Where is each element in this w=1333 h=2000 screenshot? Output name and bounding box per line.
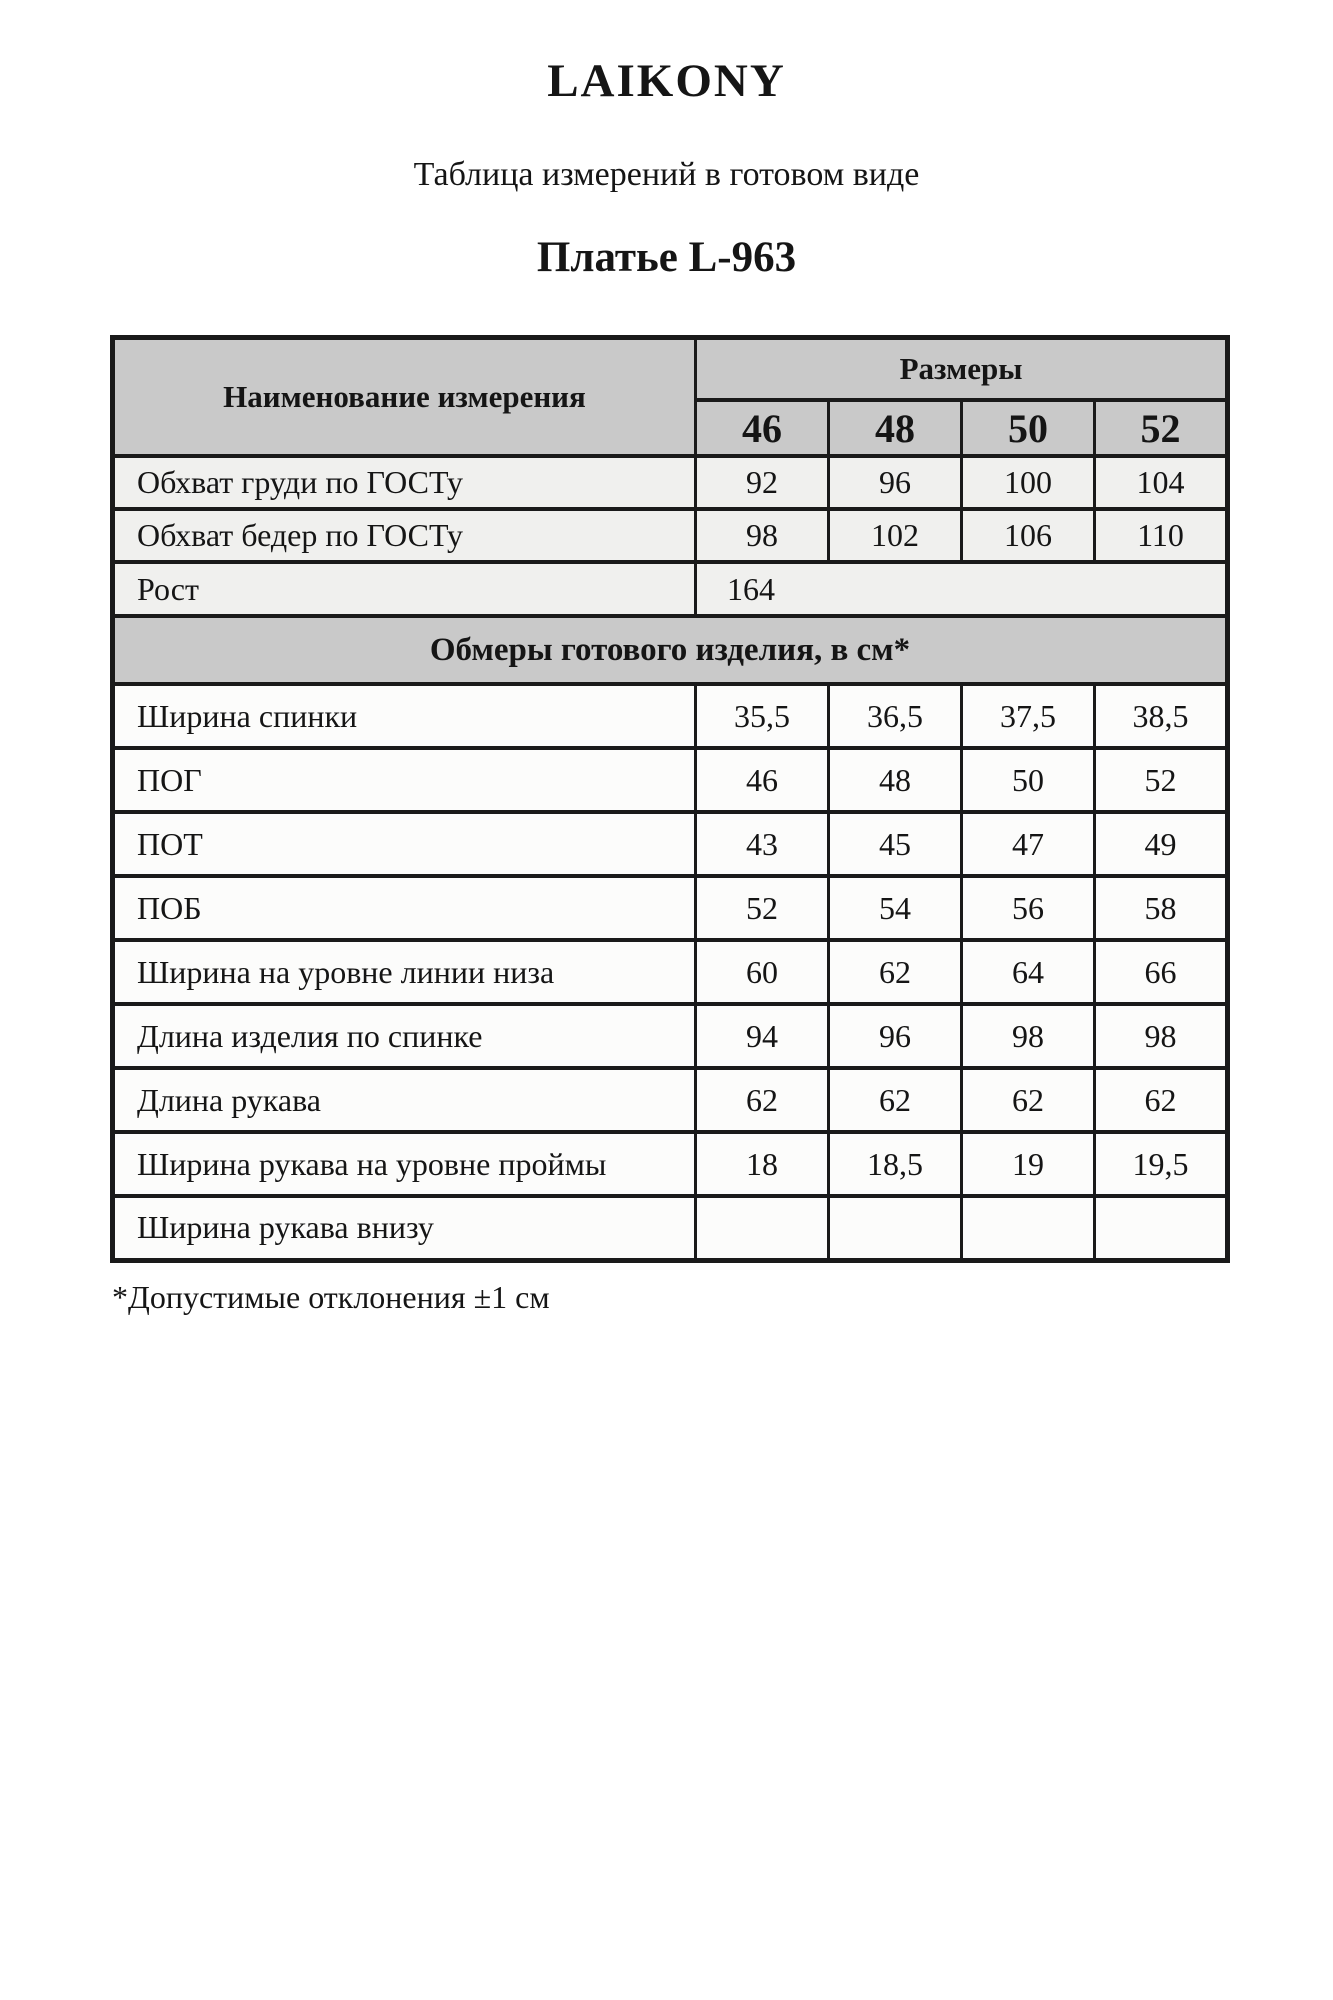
row-value: 92 [696,456,829,509]
row-value: 19,5 [1095,1132,1228,1196]
row-value: 98 [1095,1004,1228,1068]
row-value: 46 [696,748,829,812]
row-value: 60 [696,940,829,1004]
row-value: 54 [829,876,962,940]
measurement-table [110,335,1230,1263]
row-value: 35,5 [696,684,829,748]
row-value: 52 [1095,748,1228,812]
height-row [113,562,1228,616]
table-row [113,684,1228,748]
sizes-group-header: Размеры [696,338,1228,401]
row-value: 47 [962,812,1095,876]
row-value: 56 [962,876,1095,940]
row-value: 94 [696,1004,829,1068]
row-label: Рост [113,562,696,616]
table-row [113,456,1228,509]
row-value: 104 [1095,456,1228,509]
row-value: 66 [1095,940,1228,1004]
row-value: 100 [962,456,1095,509]
brand-title: LAIKONY [547,55,786,107]
row-value [696,1196,829,1260]
row-label: Длина рукава [113,1068,696,1132]
table-row [113,1004,1228,1068]
row-value: 62 [829,940,962,1004]
section-header: Обмеры готового изделия, в см* [113,616,1228,684]
row-value: 62 [962,1068,1095,1132]
row-value: 96 [829,456,962,509]
row-value: 43 [696,812,829,876]
row-value: 106 [962,509,1095,562]
row-value: 62 [1095,1068,1228,1132]
row-value: 18,5 [829,1132,962,1196]
size-header: 48 [829,400,962,456]
row-label: ПОБ [113,876,696,940]
row-label: Ширина на уровне линии низа [113,940,696,1004]
row-value: 37,5 [962,684,1095,748]
row-value: 52 [696,876,829,940]
table-row [113,1132,1228,1196]
table-row [113,1196,1228,1260]
footnote: *Допустимые отклонения ±1 см [112,1279,550,1315]
table-row [113,812,1228,876]
section-header-row [113,616,1228,684]
row-value: 98 [696,509,829,562]
row-value: 64 [962,940,1095,1004]
row-label: ПОГ [113,748,696,812]
row-value: 96 [829,1004,962,1068]
table-header-row [113,338,1228,401]
row-value: 19 [962,1132,1095,1196]
row-label: Ширина рукава внизу [113,1196,696,1260]
row-value: 18 [696,1132,829,1196]
product-title: Платье L-963 [536,234,797,281]
row-value: 45 [829,812,962,876]
row-value: 62 [829,1068,962,1132]
row-value: 98 [962,1004,1095,1068]
row-value: 48 [829,748,962,812]
row-value [962,1196,1095,1260]
row-label: Обхват бедер по ГОСТу [113,509,696,562]
table-row [113,748,1228,812]
table-row [113,509,1228,562]
size-header: 50 [962,400,1095,456]
row-value: 62 [696,1068,829,1132]
row-value: 102 [829,509,962,562]
table-row [113,940,1228,1004]
row-value: 110 [1095,509,1228,562]
row-value: 49 [1095,812,1228,876]
row-label: Ширина спинки [113,684,696,748]
row-value [1095,1196,1228,1260]
row-value: 36,5 [829,684,962,748]
row-value: 164 [696,562,1228,616]
row-value [829,1196,962,1260]
row-value: 38,5 [1095,684,1228,748]
row-label: Длина изделия по спинке [113,1004,696,1068]
row-label: Ширина рукава на уровне проймы [113,1132,696,1196]
name-column-header: Наименование измерения [113,338,696,457]
size-header: 46 [696,400,829,456]
table-row [113,876,1228,940]
row-value: 58 [1095,876,1228,940]
row-value: 50 [962,748,1095,812]
table-row [113,1068,1228,1132]
size-header: 52 [1095,400,1228,456]
row-label: Обхват груди по ГОСТу [113,456,696,509]
document-subtitle: Таблица измерений в готовом виде [413,156,920,193]
row-label: ПОТ [113,812,696,876]
